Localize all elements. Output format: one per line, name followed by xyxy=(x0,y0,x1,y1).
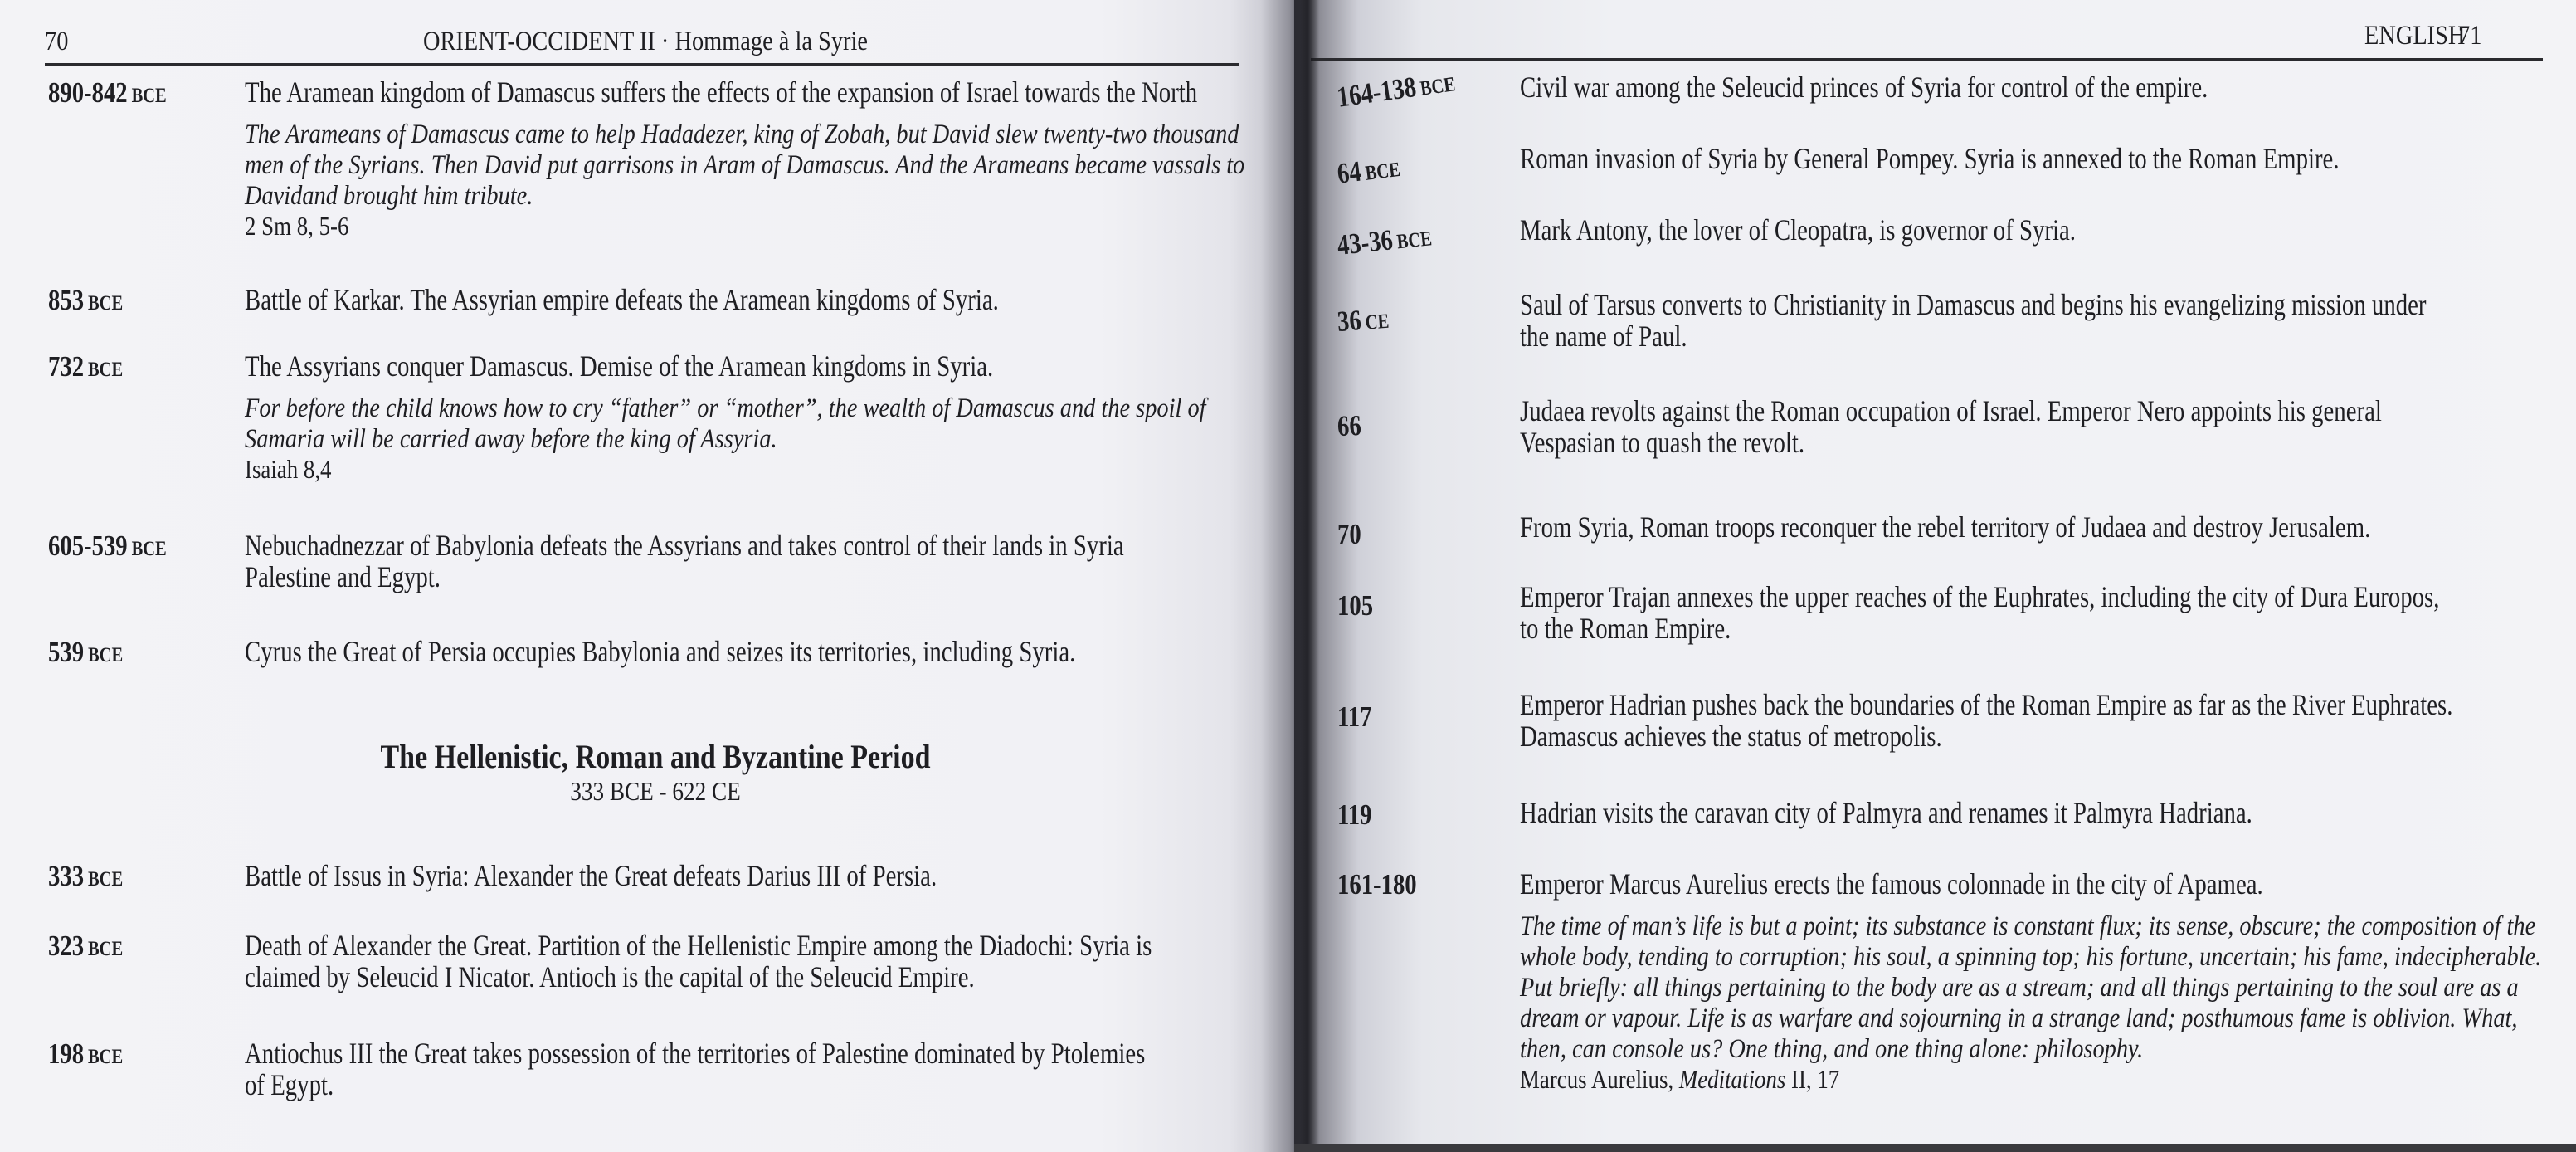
quote-line: dream or vapour. Life is as warfare and sojourning in a strange land; posthumous fame is oblivion. What, xyxy=(1520,1003,2518,1033)
entry-line: From Syria, Roman troops reconquer the rebel territory of Judaea and destroy Jerusalem. xyxy=(1520,510,2371,544)
entry-text xyxy=(1520,143,2544,174)
entry-line: Vespasian to quash the revolt. xyxy=(1520,426,1805,459)
period-range: 333 BCE - 622 CE xyxy=(570,776,741,806)
date-value: 539 xyxy=(48,636,85,668)
entry-text xyxy=(245,284,1187,315)
date-era: BCE xyxy=(87,868,124,891)
entry-text xyxy=(1520,511,2576,543)
date-era: BCE xyxy=(131,85,167,107)
entry-date xyxy=(48,930,123,963)
entry-date xyxy=(1336,219,1434,262)
entry-date xyxy=(1337,589,1373,622)
entry-line: Civil war among the Seleucid princes of Syria for control of the empire. xyxy=(1520,71,2208,104)
date-value: 64 xyxy=(1335,154,1363,190)
date-value: 66 xyxy=(1337,409,1362,442)
source-text: Marcus Aurelius, xyxy=(1520,1064,1679,1094)
entry-line: Saul of Tarsus converts to Christianity in Damascus and begins his evangelizing mission under xyxy=(1520,288,2427,321)
quote-line: Samaria will be carried away before the king of Assyria. xyxy=(245,424,777,454)
entry-line: Nebuchadnezzar of Babylonia defeats the Assyrians and takes control of their lands in Syria xyxy=(245,529,1124,562)
entry-line: Cyrus the Great of Persia occupies Babylonia and seizes its territories, including Syria. xyxy=(245,635,1076,668)
running-title: ORIENT-OCCIDENT II · Hommage à la Syrie xyxy=(423,27,868,56)
entry-line: Battle of Issus in Syria: Alexander the Great defeats Darius III of Persia. xyxy=(245,859,937,892)
entry-line: Emperor Marcus Aurelius erects the famous colonnade in the city of Apamea. xyxy=(1520,867,2263,901)
header-rule xyxy=(45,63,1239,66)
entry-date xyxy=(48,1037,123,1071)
date-value: 732 xyxy=(48,350,85,383)
entry-line: Judaea revolts against the Roman occupation of Israel. Emperor Nero appoints his general xyxy=(1520,394,2382,427)
entry-line: Antiochus III the Great takes possession of the territories of Palestine dominated by Ptolemies xyxy=(245,1037,1146,1070)
entry-line: The Aramean kingdom of Damascus suffers the effects of the expansion of Israel towards the North xyxy=(245,76,1198,109)
entry-date xyxy=(1337,700,1371,734)
entry-quote xyxy=(1520,911,2576,1065)
quote-line: The Arameans of Damascus came to help Hadadezer, king of Zobah, but David slew twenty-two thousand xyxy=(245,120,1239,149)
entry-text xyxy=(1520,868,2576,1093)
date-era: BCE xyxy=(1395,227,1434,254)
date-value: 119 xyxy=(1337,798,1372,831)
entry-text xyxy=(1520,214,2214,246)
section-label: ENGLISH xyxy=(2364,21,2466,51)
source-work: Meditations xyxy=(1678,1064,1786,1094)
quote-line: Davidand brought him tribute. xyxy=(245,181,533,211)
date-era: BCE xyxy=(87,359,124,381)
entry-line: Mark Antony, the lover of Cleopatra, is governor of Syria. xyxy=(1520,213,2076,247)
page-number: 71 xyxy=(2458,21,2482,51)
entry-line: to the Roman Empire. xyxy=(1520,612,1731,645)
quote-line: For before the child knows how to cry “father” or “mother”, the wealth of Damascus and the spoil of xyxy=(245,393,1206,423)
entry-text xyxy=(1520,581,2576,644)
date-value: 70 xyxy=(1337,518,1361,550)
date-value: 323 xyxy=(48,930,85,962)
date-value: 36 xyxy=(1336,304,1362,338)
entry-date xyxy=(48,636,123,669)
quote-line: men of the Syrians. Then David put garrisons in Aram of Damascus. And the Arameans became vassals to xyxy=(245,150,1245,180)
entry-date xyxy=(1336,150,1402,191)
entry-line: Death of Alexander the Great. Partition of the Hellenistic Empire among the Diadochi: Syria is xyxy=(245,929,1152,962)
entry-date xyxy=(48,350,123,383)
entry-line: of Egypt. xyxy=(245,1068,334,1101)
period-heading xyxy=(241,737,1070,807)
entry-text xyxy=(245,76,1435,240)
entry-date xyxy=(1335,65,1457,114)
entry-date xyxy=(1337,518,1361,551)
date-value: 890-842 xyxy=(48,76,128,109)
entry-line: Emperor Trajan annexes the upper reaches of the Euphrates, including the city of Dura Europos, xyxy=(1520,580,2440,613)
date-era: BCE xyxy=(87,644,124,666)
date-value: 164-138 xyxy=(1335,70,1419,114)
quote-line: The time of man’s life is but a point; its substance is constant flux; its sense, obscure; the composition of the xyxy=(1520,911,2536,941)
right-page xyxy=(1294,0,2576,1152)
entry-text xyxy=(1520,797,2436,828)
entry-quote xyxy=(245,120,1435,212)
entry-date xyxy=(48,530,167,563)
date-value: 161-180 xyxy=(1337,868,1417,901)
quote-line: Put briefly: all things pertaining to the body are as a stream; and all things pertaining to the soul are as a xyxy=(1520,973,2519,1003)
entry-text xyxy=(245,930,1379,993)
quote-source xyxy=(245,212,1245,240)
book-gutter xyxy=(1261,0,1319,1152)
entry-date xyxy=(48,860,123,893)
entry-line: claimed by Seleucid I Nicator. Antioch is the capital of the Seleucid Empire. xyxy=(245,960,975,993)
date-era: CE xyxy=(1364,310,1390,334)
entry-date xyxy=(1337,868,1417,901)
entry-line: Battle of Karkar. The Assyrian empire defeats the Aramean kingdoms of Syria. xyxy=(245,283,999,316)
quote-line: then, can console us? One thing, and one thing alone: philosophy. xyxy=(1520,1034,2144,1064)
page-edge xyxy=(1294,1144,2576,1152)
date-era: BCE xyxy=(1364,158,1402,185)
entry-text xyxy=(245,1037,1371,1101)
entry-date xyxy=(48,284,123,317)
date-value: 853 xyxy=(48,284,85,316)
entry-line: The Assyrians conquer Damascus. Demise of the Aramean kingdoms in Syria. xyxy=(245,349,994,383)
date-value: 198 xyxy=(48,1037,85,1070)
date-era: BCE xyxy=(1419,73,1457,100)
date-value: 43-36 xyxy=(1335,223,1395,261)
entry-line: Palestine and Egypt. xyxy=(245,560,441,593)
entry-line: Emperor Hadrian pushes back the boundaries of the Roman Empire as far as the River Euphrates. xyxy=(1520,688,2453,721)
date-value: 333 xyxy=(48,860,85,892)
entry-text xyxy=(245,530,1344,593)
entry-text xyxy=(245,636,1283,667)
entry-quote xyxy=(245,393,1362,455)
quote-line: whole body, tending to corruption; his soul, a spinning top; his fortune, uncertain; his fame, indecipherable. xyxy=(1520,942,2542,972)
entry-date xyxy=(48,76,167,110)
entry-date xyxy=(1337,302,1390,339)
entry-date xyxy=(1337,409,1361,443)
date-era: BCE xyxy=(87,1046,124,1068)
date-era: BCE xyxy=(87,292,124,315)
entry-text xyxy=(1520,395,2576,458)
date-value: 117 xyxy=(1337,700,1372,733)
entry-text xyxy=(1520,689,2576,752)
source-ref: II, 17 xyxy=(1785,1064,1840,1094)
date-value: 105 xyxy=(1337,589,1374,622)
entry-line: Damascus achieves the status of metropolis. xyxy=(1520,720,1942,753)
entry-text xyxy=(1520,289,2576,352)
date-era: BCE xyxy=(131,538,167,560)
entry-line: Roman invasion of Syria by General Pompey. Syria is annexed to the Roman Empire. xyxy=(1520,142,2340,175)
date-era: BCE xyxy=(87,938,124,960)
source-text: Isaiah 8,4 xyxy=(245,454,332,484)
page-number: 70 xyxy=(45,27,69,56)
entry-line: Hadrian visits the caravan city of Palmyra and renames it Palmyra Hadriana. xyxy=(1520,796,2252,829)
header-rule xyxy=(1311,58,2543,61)
quote-source xyxy=(245,455,1184,483)
period-title: The Hellenistic, Roman and Byzantine Period xyxy=(380,738,931,775)
entry-text xyxy=(245,860,1110,891)
entry-text xyxy=(245,350,1362,483)
entry-date xyxy=(1337,798,1371,832)
date-value: 605-539 xyxy=(48,530,128,562)
entry-line: the name of Paul. xyxy=(1520,320,1687,353)
quote-source xyxy=(1520,1065,2518,1093)
entry-text xyxy=(1520,71,2380,103)
source-text: 2 Sm 8, 5-6 xyxy=(245,211,349,241)
